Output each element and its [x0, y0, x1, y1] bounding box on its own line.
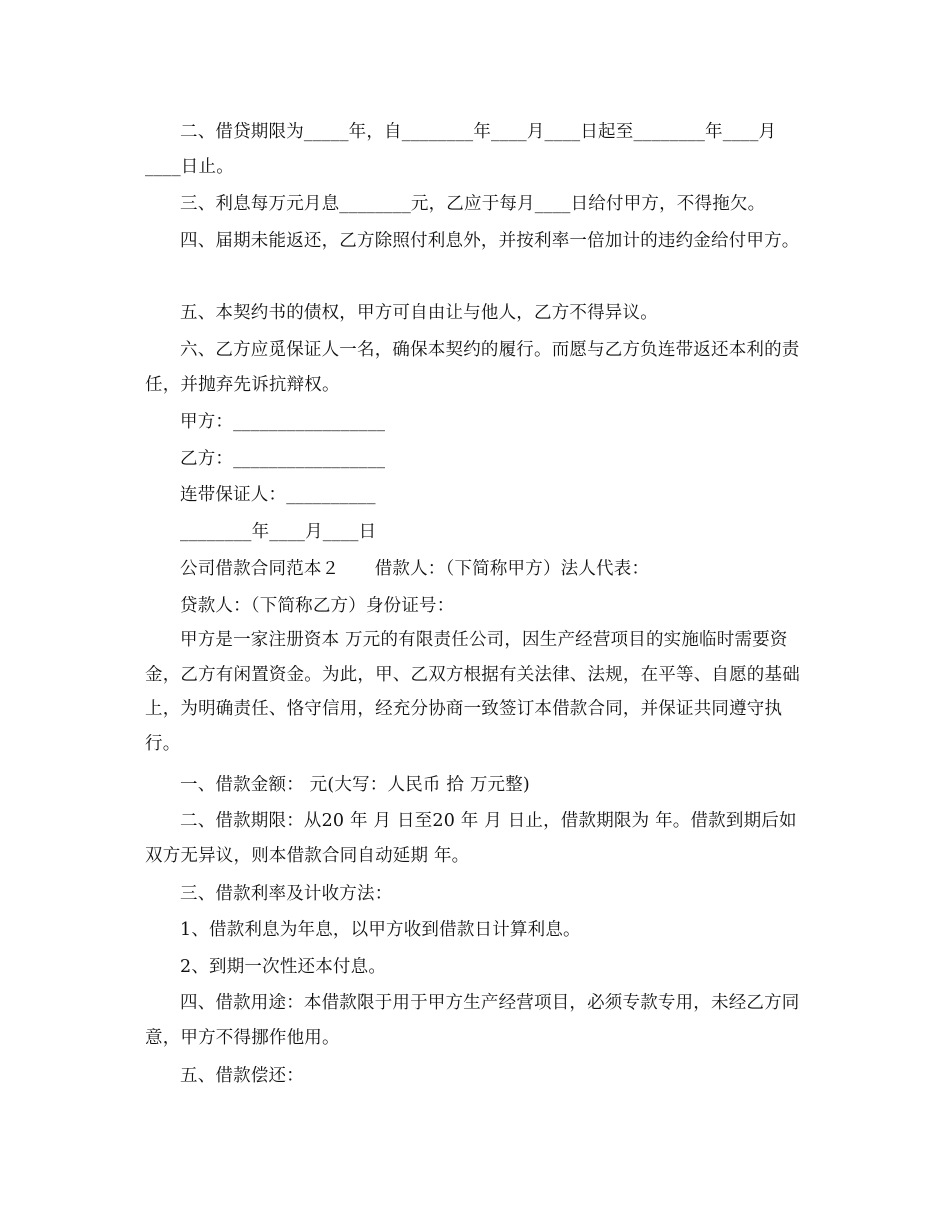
clause-repayment: 五、借款偿还：: [180, 1066, 304, 1086]
signature-guarantor: 连带保证人：__________: [180, 485, 376, 505]
clause-loan-period: 二、借款期限：从20 年 月 日至20 年 月 日止，借款期限为 年。借款到期后如双方无异议，则本借款合同自动延期 年。: [145, 811, 797, 866]
clause-interest: 三、利息每万元月息________元，乙应于每月____日给付甲方，不得拖欠。: [180, 194, 766, 214]
lender-line: 贷款人：（下简称乙方）身份证号：: [180, 596, 455, 616]
clause-interest-item-2: 2、到期一次性还本付息。: [180, 957, 387, 977]
contract-template-heading: 公司借款合同范本２ 借款人：（下简称甲方）法人代表：: [180, 559, 650, 579]
clause-loan-amount: 一、借款金额： 元(大写：人民币 拾 万元整): [180, 775, 530, 795]
clause-interest-method: 三、借款利率及计收方法：: [180, 884, 393, 904]
signature-party-b: 乙方：_________________: [180, 449, 386, 469]
signature-party-a: 甲方：_________________: [180, 412, 386, 432]
clause-interest-item-1: 1、借款利息为年息，以甲方收到借款日计算利息。: [180, 920, 581, 940]
clause-overdue-penalty: 四、届期未能返还，乙方除照付利息外，并按利率一倍加计的违约金给付甲方。: [180, 231, 800, 251]
contract-preamble: 甲方是一家注册资本 万元的有限责任公司，因生产经营项目的实施临时需要资金，乙方有闲置资金。为此，甲、乙双方根据有关法律、法规，在平等、自愿的基础上，为明确责任、恪守信用，经充分协商一致签订本借款合同，并保证共同遵守执行。: [145, 630, 800, 754]
clause-loan-term: 二、借贷期限为_____年，自________年____月____日起至________年____月____日止。: [145, 122, 777, 177]
signature-date: ________年____月____日: [180, 522, 377, 542]
clause-guarantor: 六、乙方应觅保证人一名，确保本契约的履行。而愿与乙方负连带返还本利的责任，并抛弃先诉抗辩权。: [145, 340, 800, 395]
clause-loan-purpose: 四、借款用途：本借款限于用于甲方生产经营项目，必须专款专用，未经乙方同意，甲方不得挪作他用。: [145, 993, 800, 1048]
clause-creditor-rights: 五、本契约书的债权，甲方可自由让与他人，乙方不得异议。: [180, 303, 658, 323]
